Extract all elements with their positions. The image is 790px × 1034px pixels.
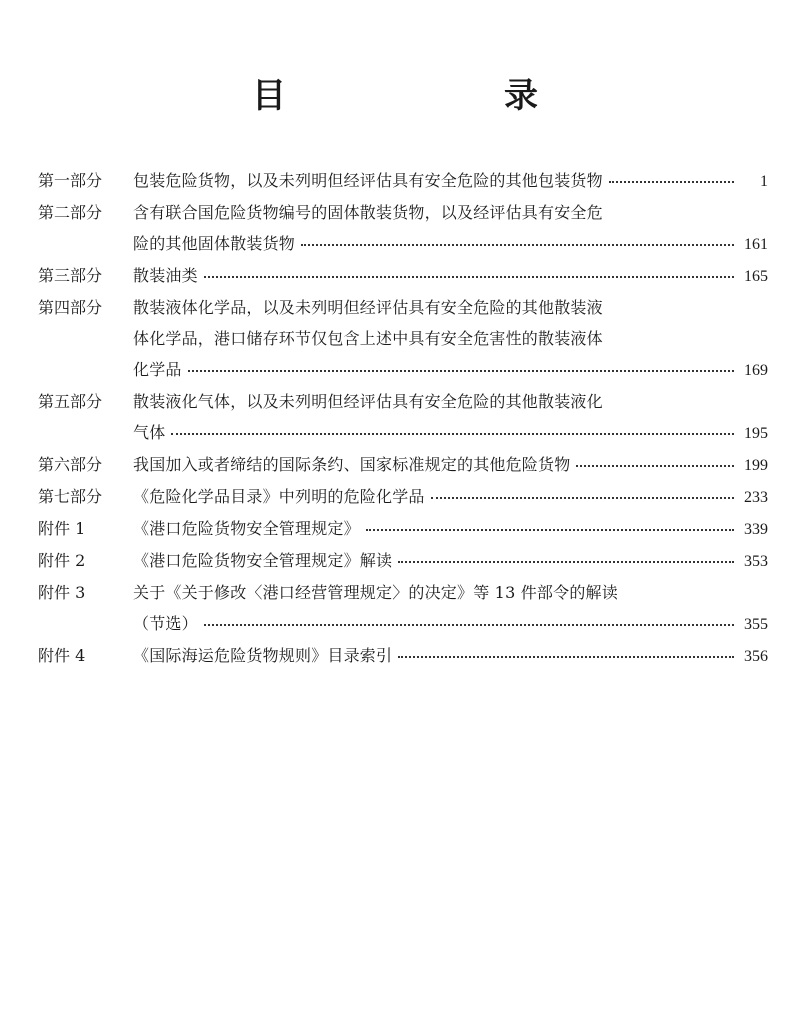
toc-page-number: 353 (744, 553, 768, 570)
toc-entry[interactable] (38, 197, 768, 260)
toc-page-number: 195 (744, 425, 768, 442)
toc-entry-title: （节选） (133, 614, 198, 633)
toc-page-number: 339 (744, 521, 768, 538)
dot-leader (366, 527, 734, 531)
table-of-contents (38, 165, 768, 672)
toc-entry-label: 第七部分 (38, 487, 103, 506)
toc-entry-label: 第六部分 (38, 455, 103, 474)
dot-leader (398, 559, 734, 563)
toc-entry-body (133, 545, 768, 577)
toc-entry[interactable] (38, 481, 768, 513)
toc-entry-label: 附件 3 (38, 583, 86, 602)
toc-entry-title: 我国加入或者缔结的国际条约、国家标准规定的其他危险货物 (133, 455, 571, 474)
toc-entry-label: 第二部分 (38, 203, 103, 222)
toc-entry-body (133, 260, 768, 292)
dot-leader (398, 654, 734, 658)
dot-leader (609, 179, 734, 183)
toc-page-number: 355 (744, 616, 768, 633)
toc-entry-label: 第五部分 (38, 392, 103, 411)
toc-entry-body (133, 577, 768, 640)
toc-entry-text-line: 散装液体化学品，以及未列明但经评估具有安全危险的其他散装液 (133, 298, 603, 317)
dot-leader (576, 463, 734, 467)
toc-entry-last-line (133, 260, 768, 292)
toc-entry-body (133, 449, 768, 481)
toc-entry-text-line: 散装液化气体，以及未列明但经评估具有安全危险的其他散装液化 (133, 392, 603, 411)
toc-entry-last-line (133, 354, 768, 386)
dot-leader (171, 431, 734, 435)
toc-entry-label: 附件 4 (38, 646, 86, 665)
toc-entry-title: 险的其他固体散装货物 (133, 234, 296, 253)
toc-page-number: 169 (744, 362, 768, 379)
dot-leader (204, 274, 734, 278)
toc-entry-body (133, 292, 768, 386)
toc-entry-body (133, 640, 768, 672)
toc-entry[interactable] (38, 545, 768, 577)
toc-entry-text-line: 含有联合国危险货物编号的固体散装货物，以及经评估具有安全危 (133, 203, 603, 222)
toc-entry-title: 《危险化学品目录》中列明的危险化学品 (133, 487, 425, 506)
toc-entry-body (133, 513, 768, 545)
toc-entry-title: 《港口危险货物安全管理规定》解读 (133, 551, 393, 570)
toc-entry[interactable] (38, 292, 768, 386)
toc-page-number: 165 (744, 268, 768, 285)
toc-page-number: 161 (744, 236, 768, 253)
toc-entry-label: 第四部分 (38, 298, 103, 317)
toc-entry-body (133, 481, 768, 513)
toc-entry-last-line (133, 165, 768, 197)
toc-entry[interactable] (38, 577, 768, 640)
toc-entry-title: 化学品 (133, 360, 182, 379)
toc-entry-last-line (133, 449, 768, 481)
toc-page-number: 1 (760, 173, 768, 190)
toc-entry-label: 附件 2 (38, 551, 86, 570)
toc-entry-text-line: 体化学品，港口储存环节仅包含上述中具有安全危害性的散装液体 (133, 329, 603, 348)
toc-entry-last-line (133, 545, 768, 577)
toc-entry-last-line (133, 608, 768, 640)
toc-entry-title: 《港口危险货物安全管理规定》 (133, 519, 360, 538)
toc-page-number: 233 (744, 489, 768, 506)
toc-entry-last-line (133, 481, 768, 513)
dot-leader (431, 495, 734, 499)
toc-entry-text-line: 关于《关于修改〈港口经营管理规定〉的决定》等 13 件部令的解读 (133, 583, 618, 602)
toc-entry[interactable] (38, 260, 768, 292)
page-title: 目 录 (252, 76, 588, 116)
toc-entry-title: 散装油类 (133, 266, 198, 285)
dot-leader (204, 622, 734, 626)
toc-entry-label: 第一部分 (38, 171, 103, 190)
toc-entry[interactable] (38, 513, 768, 545)
toc-entry-last-line (133, 417, 768, 449)
toc-entry-title: 《国际海运危险货物规则》目录索引 (133, 646, 393, 665)
toc-entry[interactable] (38, 386, 768, 449)
toc-entry-last-line (133, 228, 768, 260)
toc-entry-body (133, 165, 768, 197)
toc-entry-body (133, 386, 768, 449)
toc-entry[interactable] (38, 640, 768, 672)
toc-entry[interactable] (38, 449, 768, 481)
toc-entry-last-line (133, 513, 768, 545)
toc-entry-last-line (133, 640, 768, 672)
dot-leader (188, 368, 734, 372)
toc-entry-body (133, 197, 768, 260)
toc-entry-title: 包装危险货物，以及未列明但经评估具有安全危险的其他包装货物 (133, 171, 603, 190)
toc-page-number: 356 (744, 648, 768, 665)
toc-entry[interactable] (38, 165, 768, 197)
toc-page-number: 199 (744, 457, 768, 474)
dot-leader (301, 242, 734, 246)
toc-entry-label: 附件 1 (38, 519, 86, 538)
toc-entry-title: 气体 (133, 423, 166, 442)
toc-entry-label: 第三部分 (38, 266, 103, 285)
